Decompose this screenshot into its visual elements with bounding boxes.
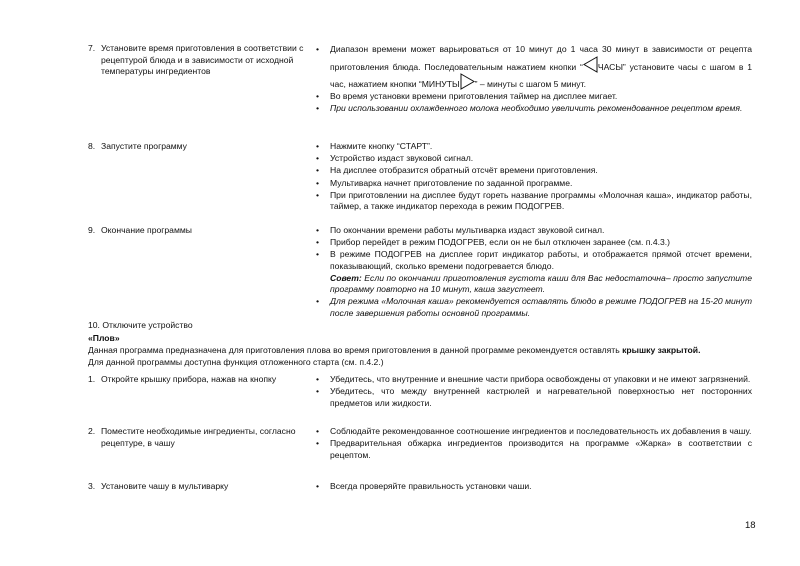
page-number: 18 <box>745 520 756 531</box>
plov-step-2-bullets <box>316 426 752 462</box>
step-number: 2. <box>88 426 96 436</box>
list-item: • При приготовлении на дисплее будут гореть название программы «Молочная каша», индикатор работы, таймер, а также индикатор перехода в режим ПОДОГРЕВ. <box>316 190 752 213</box>
step-9-bullets <box>316 225 752 320</box>
section-title: «Плов» <box>88 333 120 343</box>
bullet-text: ” – минуты с шагом 5 минут. <box>474 79 586 89</box>
step-number: 3. <box>88 481 96 491</box>
list-item: • Соблюдайте рекомендованное соотношение ингредиентов и последовательность их добавления в чашу. <box>316 426 752 438</box>
list-item: • При использовании охлажденного молока необходимо увеличить рекомендованное рецептом время. <box>316 103 752 115</box>
step-10: 10. Отключите устройство <box>88 320 193 330</box>
plov-step-3-bullets <box>316 481 752 493</box>
list-item: • Прибор перейдет в режим ПОДОГРЕВ, если он не был отключен заранее (см. п.4.3.) <box>316 237 752 249</box>
intro-text: Данная программа предназначена для приготовления плова во время приготовления в данной программе рекомендуется оставлять <box>88 345 623 355</box>
list-item <box>316 43 752 91</box>
advice-text: Если по окончании приготовления густота каши для Вас недостаточна– просто запустите программу повторно на 10 минут, каша загустеет. <box>330 272 752 295</box>
plov-step-1-bullets <box>316 374 752 410</box>
triangle-right-icon <box>460 73 475 90</box>
advice-label: Совет: <box>330 272 362 283</box>
bullet-text: В режиме ПОДОГРЕВ на дисплее горит индикатор работы, и отображается прямой отсчет времени, показывающий, сколько времени подогревается блюдо. <box>330 249 752 271</box>
list-item: • Убедитесь, что между внутренней кастрюлей и нагревательной поверхностью нет посторонних предметов или жидкости. <box>316 386 752 409</box>
bullet-text: ЧАСЫ” установите часы с шагом в 1 час, нажатием кнопки “МИНУТЫ <box>330 61 752 89</box>
list-item: • На дисплее отобразится обратный отсчёт времени приготовления. <box>316 165 752 177</box>
step-text: Установите время приготовления в соответствии с рецептурой блюда и в зависимости от исходной температуры ингредиентов <box>101 43 304 77</box>
step-number: 7. <box>88 43 96 53</box>
step-text: Установите чашу в мультиварку <box>101 481 229 491</box>
list-item: • По окончании времени работы мультиварка издаст звуковой сигнал. <box>316 225 752 237</box>
list-item <box>316 249 752 295</box>
step-text: Поместите необходимые ингредиенты, согласно рецептуре, в чашу <box>101 426 296 448</box>
triangle-left-icon <box>583 56 598 73</box>
bullet-text: Диапазон времени может варьироваться от 10 минут до 1 часа 30 минут в зависимости от рецепта приготовления блюда. Последовательным нажатием кнопки “ <box>330 44 752 72</box>
list-item: • Устройство издаст звуковой сигнал. <box>316 153 752 165</box>
list-item: • Нажмите кнопку “СТАРТ”. <box>316 141 752 153</box>
step-text: Откройте крышку прибора, нажав на кнопку <box>101 374 277 384</box>
step-number: 8. <box>88 141 96 151</box>
list-item: • Во время установки времени приготовления таймер на дисплее мигает. <box>316 91 752 103</box>
step-text: Запустите программу <box>101 141 187 151</box>
intro-bold: крышку закрытой. <box>622 345 701 355</box>
list-item: • Мультиварка начнет приготовление по заданной программе. <box>316 178 752 190</box>
step-text: Окончание программы <box>101 225 192 235</box>
list-item: • Предварительная обжарка ингредиентов производится на программе «Жарка» в соответствии с рецептом. <box>316 438 752 461</box>
step-8-bullets <box>316 141 752 214</box>
section-intro <box>88 345 768 357</box>
step-7-bullets <box>316 43 752 115</box>
step-number: 9. <box>88 225 96 235</box>
list-item: • Убедитесь, что внутренние и внешние части прибора освобождены от упаковки и не имеют загрязнений. <box>316 374 752 386</box>
section-intro-2: Для данной программы доступна функция отложенного старта (см. п.4.2.) <box>88 357 384 367</box>
step-number: 1. <box>88 374 96 384</box>
list-item: • Всегда проверяйте правильность установки чаши. <box>316 481 752 493</box>
list-item: • Для режима «Молочная каша» рекомендуется оставлять блюдо в режиме ПОДОГРЕВ на 15-20 минут после завершения работы основной программы. <box>316 296 752 319</box>
